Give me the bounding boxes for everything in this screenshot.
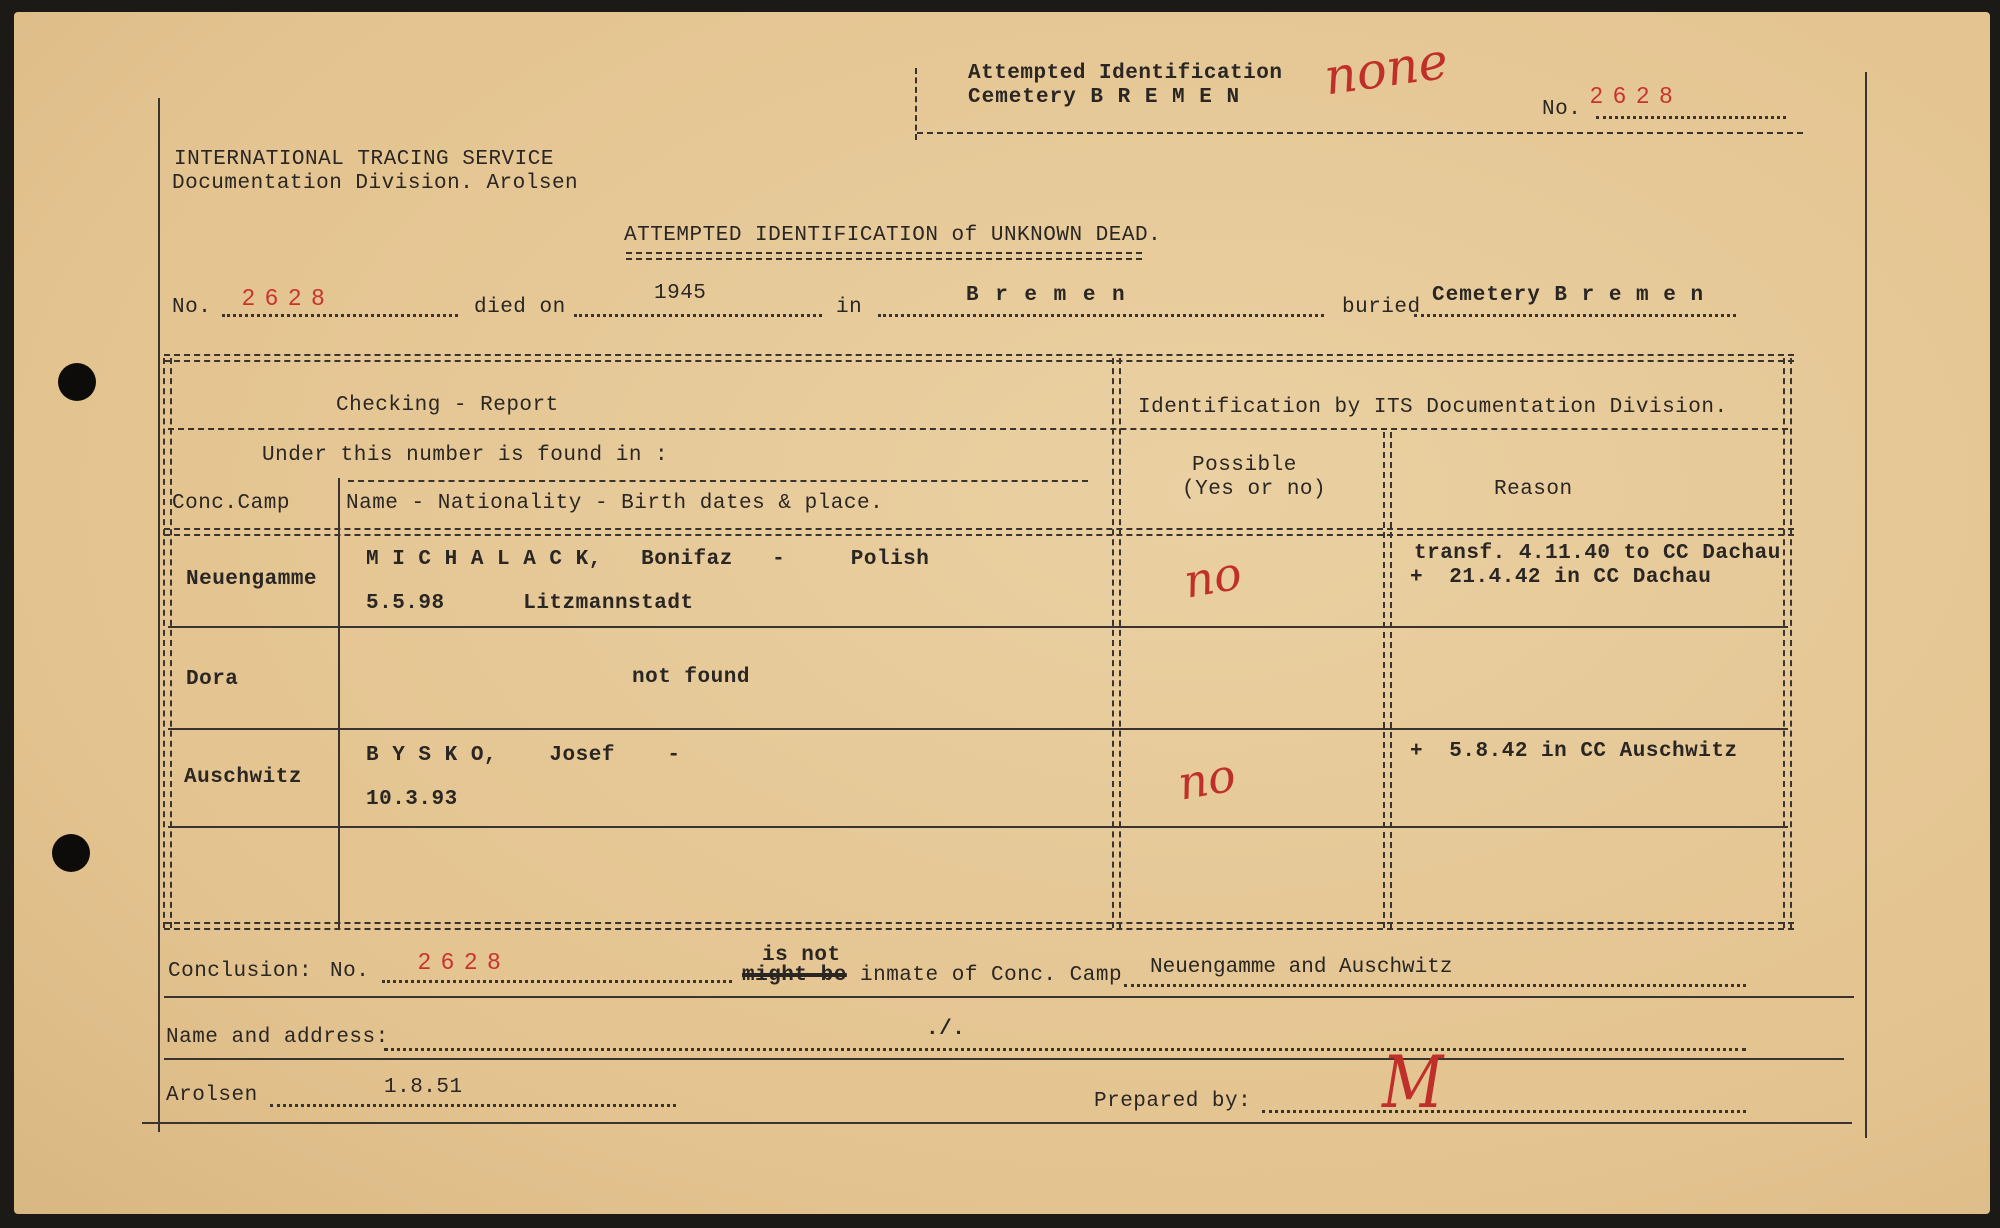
table-bottom-border	[164, 922, 1794, 930]
arolsen-label: Arolsen	[166, 1084, 258, 1107]
died-on-label: died on	[474, 296, 566, 319]
table-section-divider	[1112, 358, 1121, 928]
conclusion-no-value: 2 6 2 8	[418, 948, 503, 974]
table-header-bottom-border	[164, 528, 1794, 536]
row1-possible: no	[1179, 545, 1246, 609]
header-box-line1: Attempted Identification	[968, 62, 1283, 85]
header-box-left-border	[915, 68, 917, 140]
row3-camp: Auschwitz	[184, 766, 302, 789]
buried-label: buried	[1342, 296, 1421, 319]
col-possible-2: (Yes or no)	[1182, 478, 1327, 501]
punch-hole-top	[58, 363, 96, 401]
record-no-dots	[222, 314, 458, 317]
signature-initial: M	[1382, 1041, 1444, 1125]
row1-reason-line1: transf. 4.11.40 to CC Dachau	[1414, 542, 1781, 565]
name-address-value: ./.	[926, 1018, 966, 1041]
punch-hole-bottom	[52, 834, 90, 872]
table-camp-name-divider	[338, 478, 340, 930]
page-title: ATTEMPTED IDENTIFICATION of UNKNOWN DEAD.	[624, 224, 1162, 247]
row1-reason-line2: + 21.4.42 in CC Dachau	[1410, 566, 1712, 589]
title-double-underline	[626, 252, 1142, 260]
organization-line1: INTERNATIONAL TRACING SERVICE	[174, 148, 554, 171]
place-value: B r e m e n	[966, 284, 1127, 307]
header-box-line2: Cemetery B R E M E N	[968, 86, 1241, 109]
conclusion-no-label: No.	[330, 960, 370, 983]
handwritten-none-mark: none	[1320, 31, 1452, 107]
table-top-border	[164, 354, 1794, 362]
table-left-border	[163, 358, 172, 928]
right-frame-line	[1865, 72, 1867, 1138]
conclusion-camps-value: Neuengamme and Auschwitz	[1150, 956, 1453, 979]
buried-dots	[1414, 314, 1736, 317]
table-subheader-line	[168, 428, 1788, 430]
prepared-by-dots	[1262, 1110, 1746, 1113]
col-name-nationality: Name - Nationality - Birth dates & place.	[346, 492, 884, 515]
conclusion-label: Conclusion:	[168, 960, 313, 983]
under-number-text: Under this number is found in :	[262, 444, 669, 467]
row3-name-line1: B Y S K O, Josef -	[366, 744, 681, 767]
header-box-bottom-border	[917, 132, 1803, 134]
conclusion-struck-text: might be	[742, 964, 847, 987]
row1-bottom-line	[168, 626, 1788, 628]
identification-header: Identification by ITS Documentation Division.	[1138, 396, 1728, 419]
row2-name-line1: not found	[632, 666, 750, 689]
row3-bottom-line	[168, 826, 1788, 828]
checking-report-header: Checking - Report	[336, 394, 559, 417]
row3-reason-line1: + 5.8.42 in CC Auschwitz	[1410, 740, 1738, 763]
name-address-label: Name and address:	[166, 1026, 389, 1049]
date-value: 1.8.51	[384, 1076, 463, 1099]
row2-bottom-line	[168, 728, 1788, 730]
conclusion-inmate-text: inmate of Conc. Camp	[860, 964, 1123, 987]
died-on-dots	[574, 314, 822, 317]
row1-name-line2: 5.5.98 Litzmannstadt	[366, 592, 694, 615]
col-possible-1: Possible	[1192, 454, 1297, 477]
row2-camp: Dora	[186, 668, 239, 691]
date-dots	[270, 1104, 676, 1107]
header-no-label: No.	[1542, 98, 1582, 121]
record-no-value: 2 6 2 8	[242, 284, 327, 310]
left-frame-line	[158, 98, 160, 1132]
under-number-line	[348, 480, 1088, 482]
col-conc-camp: Conc.Camp	[172, 492, 290, 515]
record-no-label: No.	[172, 296, 212, 319]
bottom-frame-line	[142, 1122, 1852, 1124]
table-right-border	[1783, 358, 1792, 928]
conclusion-inserted-text: is not	[762, 944, 841, 967]
name-address-dots	[384, 1048, 1746, 1051]
name-address-rule	[164, 1058, 1844, 1060]
buried-value: Cemetery B r e m e n	[1432, 284, 1705, 307]
conclusion-camps-dots	[1124, 984, 1746, 987]
row3-possible: no	[1173, 747, 1240, 811]
died-on-value: 1945	[654, 282, 707, 305]
table-possible-reason-divider	[1383, 432, 1392, 928]
place-dots	[878, 314, 1324, 317]
in-label: in	[836, 296, 863, 319]
conclusion-rule	[164, 996, 1854, 998]
header-no-value: 2 6 2 8	[1590, 82, 1675, 108]
conclusion-no-dots	[382, 980, 732, 983]
col-reason: Reason	[1494, 478, 1573, 501]
organization-line2: Documentation Division. Arolsen	[172, 172, 579, 195]
row1-camp: Neuengamme	[186, 568, 318, 591]
row1-name-line1: M I C H A L A C K, Bonifaz - Polish	[366, 548, 930, 571]
prepared-by-label: Prepared by:	[1094, 1090, 1252, 1113]
header-no-dots	[1596, 116, 1786, 119]
index-card	[14, 12, 1990, 1214]
row3-name-line2: 10.3.93	[366, 788, 458, 811]
